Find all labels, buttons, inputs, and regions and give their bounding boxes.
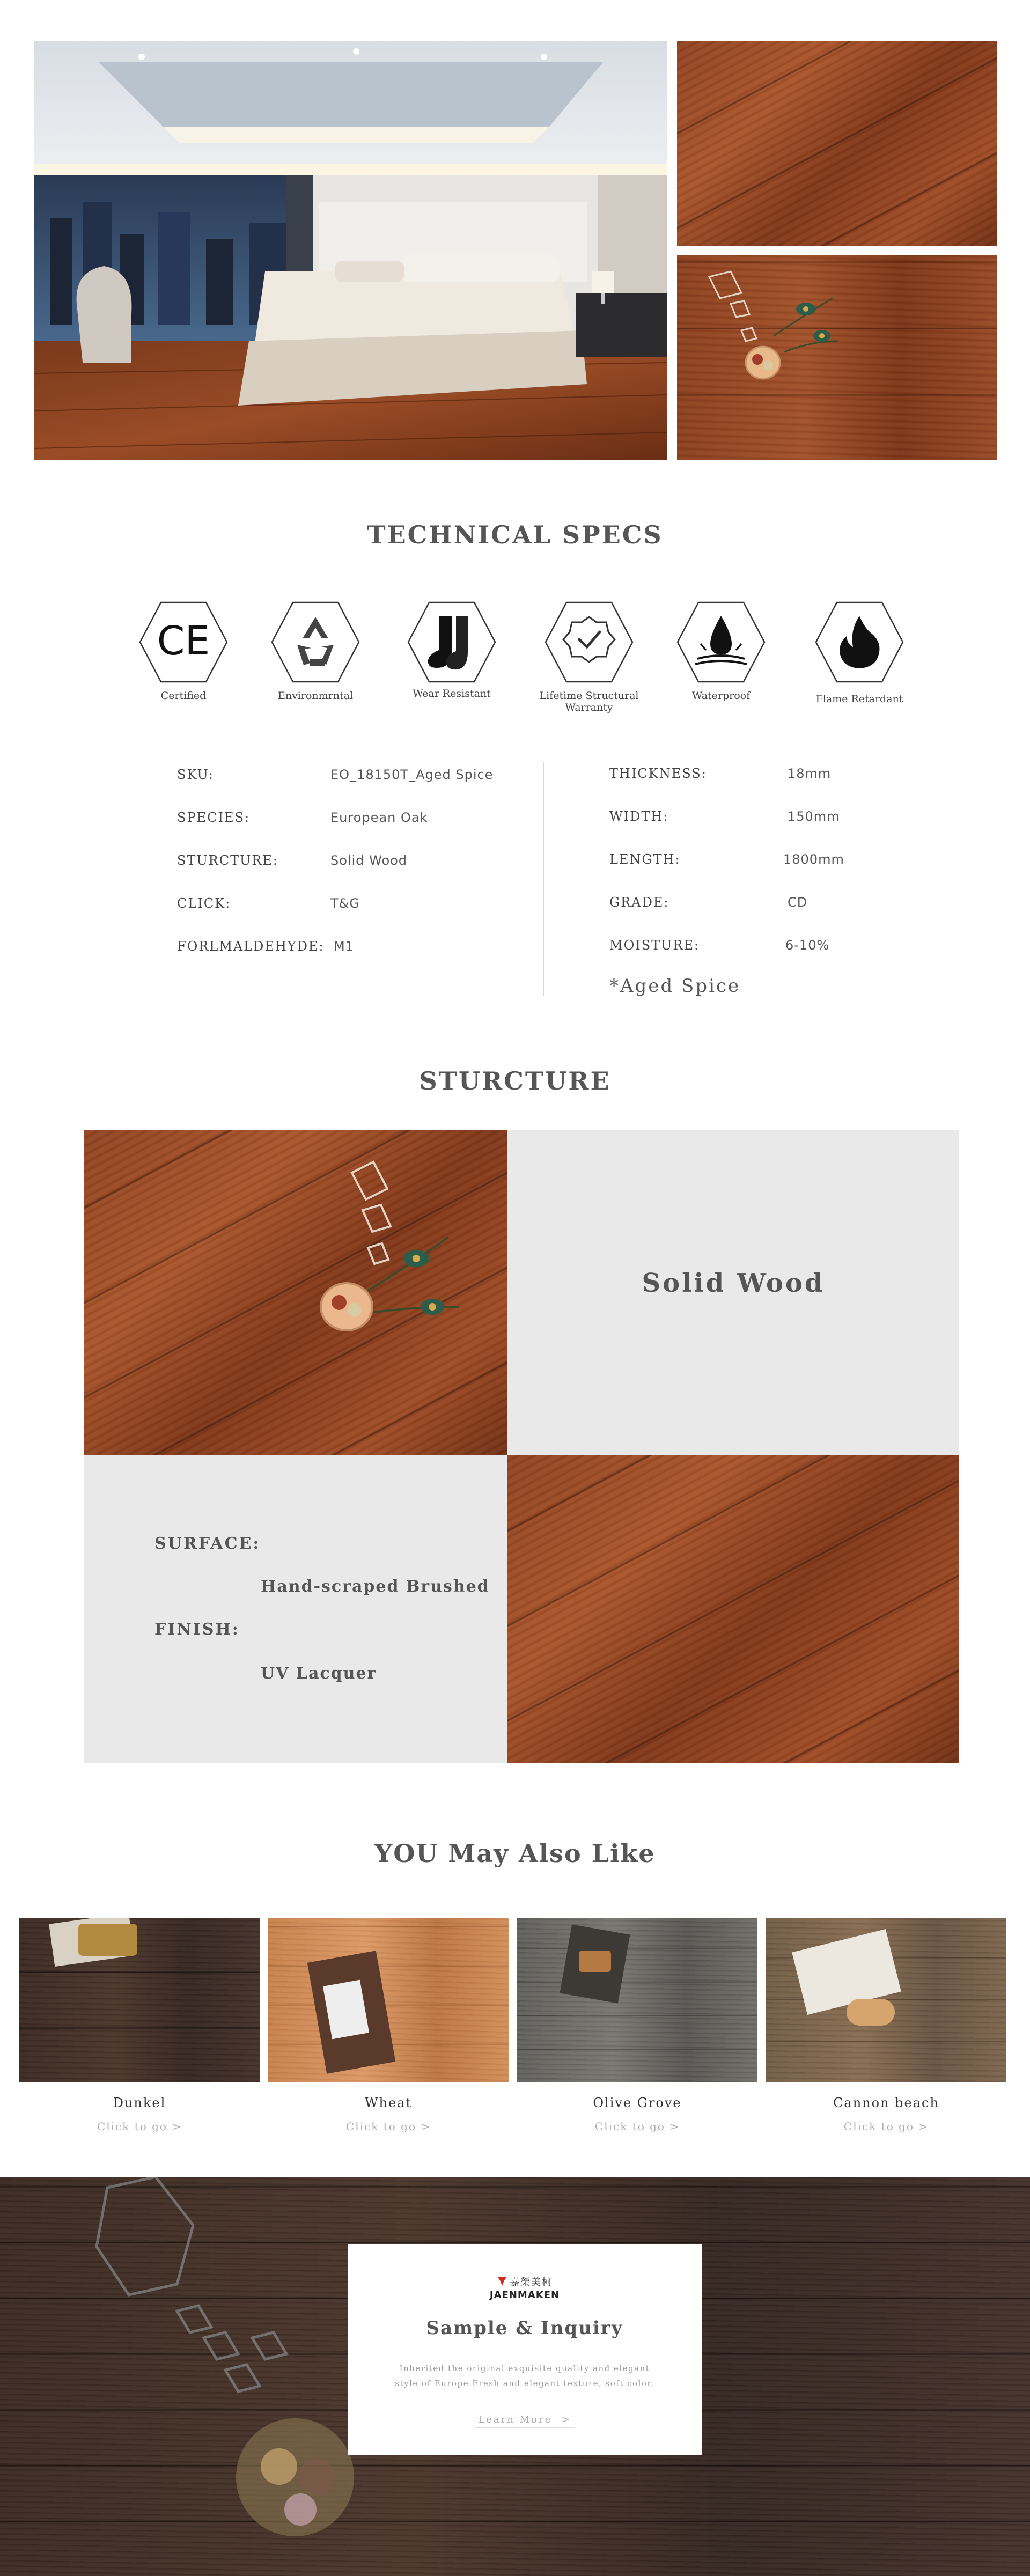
click-to-go-link[interactable]: Click to go > [843,2120,929,2133]
water-drop-icon [676,601,766,683]
bedroom-photo [34,41,667,460]
spec-label-moisture: MOISTURE: [609,938,700,953]
related-title: YOU May Also Like [374,1839,656,1868]
surface-label: SURFACE: [154,1534,261,1553]
inquiry-title: Sample & Inquiry [426,2317,623,2339]
recycle-icon [270,601,360,683]
product-name[interactable]: Cannon beach [833,2095,939,2110]
spec-label-grade: GRADE: [609,895,670,910]
related-card[interactable] [766,1918,1006,2133]
structure-type-panel [507,1130,959,1455]
product-thumb[interactable] [268,1918,509,2082]
cert-label: Wear Resistant [413,688,491,700]
specs-title: TECHNICAL SPECS [367,520,663,549]
wood-closeup-photo [677,41,997,246]
spec-label-width: WIDTH: [609,809,669,824]
wood-props-photo [677,255,997,460]
banner-props-decoration [0,2177,376,2576]
spec-value-width: 150mm [788,809,840,824]
learn-more-button[interactable] [348,2414,702,2425]
surface-value: Hand-scraped Brushed [261,1577,490,1596]
cert-icons-row [0,601,1030,719]
spec-value-length: 1800mm [783,852,844,867]
brand-mark-icon [497,2276,507,2287]
spec-value-grade: CD [788,895,808,910]
spec-value-formaldehyde: M1 [334,939,354,954]
learn-more-label[interactable]: Learn More > [475,2414,574,2428]
cert-label: Lifetime Structural Warranty [539,690,639,713]
spec-label-structure: STURCTURE: [177,853,279,868]
inquiry-card [348,2244,702,2455]
click-to-go-link[interactable]: Click to go > [345,2120,431,2133]
click-to-go-link[interactable]: Click to go > [97,2120,182,2133]
structure-type-label: Solid Wood [642,1268,825,1298]
inquiry-desc-1: Inherited the original exquisite quality and elegant [399,2364,650,2373]
svg-text:CE: CE [157,618,210,664]
hero-gallery [34,41,997,460]
cert-label: Certified [160,690,207,702]
spec-divider [543,762,544,996]
spec-label-length: LENGTH: [609,852,681,867]
brand-cn: 嘉榮美柯 [510,2277,553,2288]
product-name[interactable]: Olive Grove [593,2095,682,2110]
spec-label-formaldehyde: FORLMALDEHYDE: [177,939,325,954]
related-card[interactable] [517,1918,757,2133]
inquiry-desc-2: style of Europe.Fresh and elegant texture, soft color. [395,2379,654,2388]
spec-label-thickness: THICKNESS: [609,766,707,781]
product-name[interactable]: Wheat [364,2095,413,2110]
related-card[interactable] [268,1918,509,2133]
finish-label: FINISH: [154,1620,240,1639]
spec-value-species: European Oak [330,810,428,825]
cert-label: Flame Retardant [815,693,903,705]
related-card[interactable] [19,1918,260,2133]
spec-label-sku: SKU: [177,767,214,782]
spec-label-click: CLICK: [177,896,231,911]
spec-value-sku: EO_18150T_Aged Spice [330,767,494,782]
product-thumb[interactable] [766,1918,1006,2082]
spec-value-moisture: 6-10% [785,938,830,953]
product-name[interactable]: Dunkel [113,2095,166,2110]
flame-icon [814,601,904,683]
structure-title: STURCTURE [419,1066,611,1095]
spec-table [0,762,1030,1009]
ce-mark-icon [138,601,229,683]
structure-grid [84,1130,959,1763]
structure-photo-props [84,1130,507,1455]
socks-icon [407,601,497,683]
product-thumb[interactable] [19,1918,260,2082]
cert-label: Environmrntal [277,690,354,702]
related-products [0,1918,1030,2144]
structure-photo-closeup [507,1455,959,1763]
color-name: *Aged Spice [609,975,741,997]
props-decoration [677,255,997,460]
brand-name: JAENMAKEN [489,2290,560,2301]
inquiry-banner [0,2177,1030,2576]
props-decoration [84,1130,507,1455]
spec-label-species: SPECIES: [177,810,250,825]
spec-value-click: T&G [330,896,360,911]
spec-value-thickness: 18mm [788,766,832,781]
click-to-go-link[interactable]: Click to go > [594,2120,680,2133]
product-thumb[interactable] [517,1918,757,2082]
surface-finish-panel [84,1455,507,1763]
bedroom-scene [34,41,667,460]
brand-logo[interactable] [348,2275,702,2301]
badge-check-icon [544,601,634,683]
finish-value: UV Lacquer [261,1664,377,1683]
cert-label: Waterproof [691,690,751,702]
spec-value-structure: Solid Wood [330,853,408,868]
